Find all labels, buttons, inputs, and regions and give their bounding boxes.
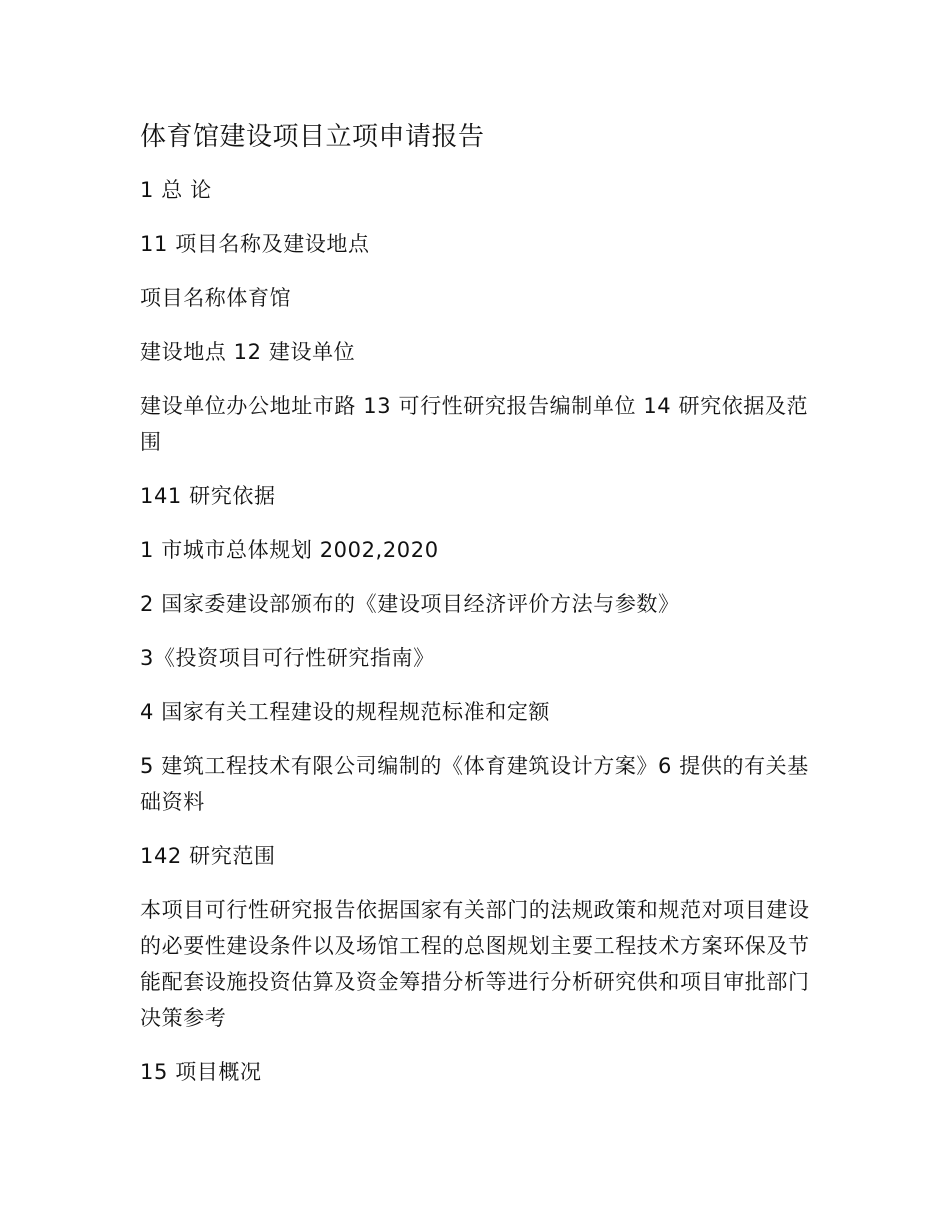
list-item-basis-1: 1 市城市总体规划 2002,2020	[140, 538, 439, 562]
list-item-basis-2: 2 国家委建设部颁布的《建设项目经济评价方法与参数》	[140, 592, 680, 616]
section-heading-project-name-location: 11 项目名称及建设地点	[140, 232, 370, 256]
paragraph-construction-site: 建设地点 12 建设单位	[140, 340, 356, 364]
section-heading-project-overview: 15 项目概况	[140, 1060, 262, 1084]
paragraph-project-name: 项目名称体育馆	[140, 286, 292, 310]
document-body	[140, 118, 810, 1108]
section-heading-general: 1 总 论	[140, 178, 212, 202]
list-item-basis-3: 3《投资项目可行性研究指南》	[140, 646, 435, 670]
paragraph-construction-unit: 建设单位办公地址市路 13 可行性研究报告编制单位 14 研究依据及范围	[140, 394, 809, 454]
list-item-basis-4: 4 国家有关工程建设的规程规范标准和定额	[140, 700, 551, 724]
list-item-basis-5: 5 建筑工程技术有限公司编制的《体育建筑设计方案》6 提供的有关基础资料	[140, 754, 809, 814]
section-heading-research-scope: 142 研究范围	[140, 844, 276, 868]
document-title: 体育馆建设项目立项申请报告	[140, 122, 485, 152]
section-heading-research-basis: 141 研究依据	[140, 484, 276, 508]
paragraph-research-scope: 本项目可行性研究报告依据国家有关部门的法规政策和规范对项目建设的必要性建设条件以及场馆工程的总图规划主要工程技术方案环保及节能配套设施投资估算及资金筹措分析等进行分析研究供和项目审批部门决策参考	[140, 898, 810, 1030]
